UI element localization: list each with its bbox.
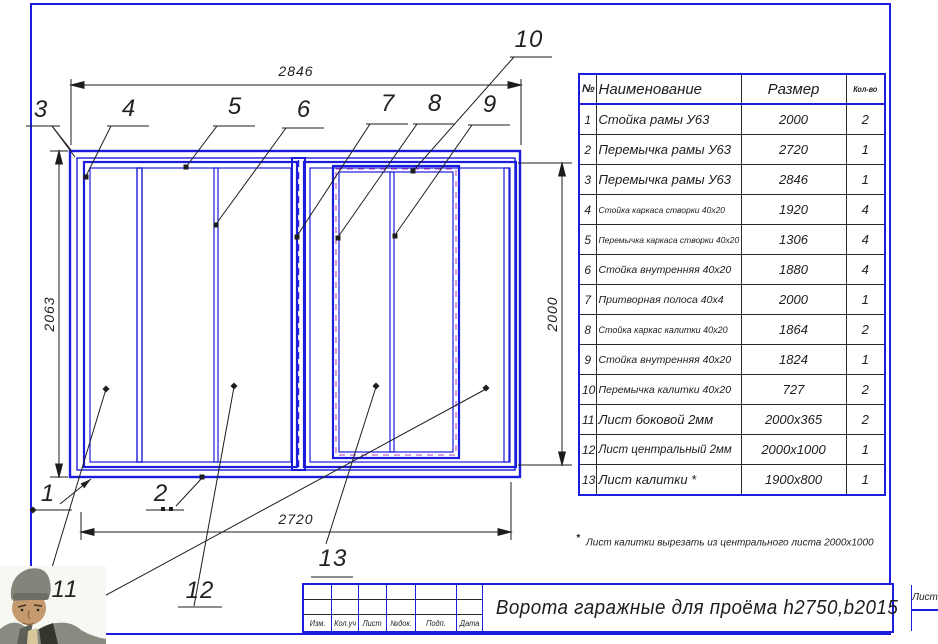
table-row [579, 104, 885, 135]
table-row [579, 315, 885, 345]
callout-label-7: 7 [380, 90, 396, 117]
callout-label-12: 12 [185, 577, 215, 604]
wicket-inner [339, 172, 453, 452]
part-name: Перемычка рамы У63 [596, 165, 741, 195]
table-header-row [579, 74, 885, 104]
part-no: 2 [579, 135, 596, 165]
revision-col-label: Кол.уч [334, 618, 357, 628]
part-size: 1824 [741, 345, 846, 375]
dim-height-right: 2000 [544, 296, 560, 332]
part-size: 1880 [741, 255, 846, 285]
callout-label-10: 10 [514, 26, 544, 53]
callout-label-2: 2 [153, 480, 169, 507]
revision-col-label: Изм. [309, 618, 326, 628]
part-no: 11 [579, 405, 596, 435]
part-qty: 4 [846, 255, 885, 285]
part-name: Лист калитки * [596, 465, 741, 496]
part-size: 1900х800 [741, 465, 846, 496]
part-size: 2000х1000 [741, 435, 846, 465]
callout-label-8: 8 [427, 90, 443, 117]
part-name: Перемычка калитки 40х20 [596, 375, 741, 405]
part-no: 7 [579, 285, 596, 315]
revision-grid [304, 585, 483, 631]
part-no: 5 [579, 225, 596, 255]
part-name: Стойка рамы У63 [596, 104, 741, 135]
part-size: 2000х365 [741, 405, 846, 435]
revision-col-label: Дата [459, 618, 480, 628]
parts-table [578, 73, 886, 496]
table-row [579, 195, 885, 225]
callout-label-9: 9 [482, 91, 498, 118]
part-no: 9 [579, 345, 596, 375]
table-row [579, 435, 885, 465]
left-leaf-stud-2 [214, 168, 218, 462]
dim-width-bottom: 2720 [278, 511, 314, 527]
part-qty: 4 [846, 195, 885, 225]
footnote-text: Лист калитки вырезать из центрального листа 2000х1000 [585, 537, 874, 549]
table-row [579, 255, 885, 285]
dim-width-top: 2846 [278, 63, 314, 79]
part-name: Перемычка рамы У63 [596, 135, 741, 165]
revision-col-label: Подп. [425, 618, 446, 628]
left-leaf-outer [84, 162, 297, 467]
table-row [579, 345, 885, 375]
callout-label-4: 4 [121, 95, 137, 122]
dimension-lines [50, 79, 572, 540]
sheet-cell [911, 585, 938, 631]
part-qty: 1 [846, 165, 885, 195]
header-no: № [579, 74, 596, 104]
table-row [579, 285, 885, 315]
table-row [579, 225, 885, 255]
callout-markers [29, 165, 489, 514]
left-leaf-stud-1 [137, 168, 142, 462]
part-size: 2000 [741, 104, 846, 135]
footnote [576, 533, 896, 548]
drawing-title-cell [483, 585, 911, 631]
part-qty: 1 [846, 465, 885, 496]
part-no: 13 [579, 465, 596, 496]
part-qty: 2 [846, 375, 885, 405]
table-row [579, 405, 885, 435]
part-no: 8 [579, 315, 596, 345]
dim-height-left: 2063 [41, 296, 57, 332]
part-qty: 2 [846, 104, 885, 135]
part-no: 1 [579, 104, 596, 135]
part-name: Стойка внутренняя 40х20 [596, 345, 741, 375]
part-no: 10 [579, 375, 596, 405]
part-qty: 2 [846, 405, 885, 435]
part-qty: 1 [846, 345, 885, 375]
part-name: Лист центральный 2мм [596, 435, 741, 465]
header-size: Размер [741, 74, 846, 104]
sheet-number-cell [912, 611, 938, 631]
callout-label-5: 5 [227, 93, 243, 120]
part-qty: 1 [846, 435, 885, 465]
callout-label-11: 11 [51, 576, 79, 603]
part-size: 1306 [741, 225, 846, 255]
right-leaf-stud [504, 168, 509, 462]
drawing-title: Ворота гаражные для проёма h2750,b2015 [495, 596, 899, 619]
part-qty: 4 [846, 225, 885, 255]
part-name: Стойка внутренняя 40х20 [596, 255, 741, 285]
part-size: 2846 [741, 165, 846, 195]
table-row [579, 375, 885, 405]
callout-label-1: 1 [40, 480, 56, 507]
left-leaf-inner [90, 168, 291, 462]
table-row [579, 135, 885, 165]
part-size: 1920 [741, 195, 846, 225]
callout-label-3: 3 [33, 96, 49, 123]
part-name: Стойка каркаса створки 40х20 [596, 195, 741, 225]
part-no: 4 [579, 195, 596, 225]
part-size: 2000 [741, 285, 846, 315]
part-qty: 1 [846, 135, 885, 165]
callout-label-13: 13 [318, 545, 348, 572]
part-no: 3 [579, 165, 596, 195]
part-qty: 2 [846, 315, 885, 345]
wicket-stud [390, 172, 394, 452]
part-name: Стойка каркас калитки 40х20 [596, 315, 741, 345]
revision-col-label: №док. [389, 618, 412, 628]
title-block [302, 583, 938, 633]
table-row [579, 165, 885, 195]
part-no: 12 [579, 435, 596, 465]
part-size: 727 [741, 375, 846, 405]
callout-label-6: 6 [296, 96, 312, 123]
part-name: Перемычка каркаса створки 40х20 [596, 225, 741, 255]
header-name: Наименование [596, 74, 741, 104]
part-name: Лист боковой 2мм [596, 405, 741, 435]
gate-drawing [70, 151, 520, 477]
part-size: 1864 [741, 315, 846, 345]
header-qty: Кол-во [848, 74, 883, 104]
revision-col-label: Лист [363, 618, 383, 628]
part-no: 6 [579, 255, 596, 285]
table-row [579, 465, 885, 496]
footnote-marker: * [576, 533, 580, 544]
part-name: Притворная полоса 40х4 [596, 285, 741, 315]
sheet-label: Лист [912, 585, 938, 611]
part-qty: 1 [846, 285, 885, 315]
right-leaf-inner [310, 168, 510, 462]
part-size: 2720 [741, 135, 846, 165]
wicket-sheet-outline [336, 169, 456, 455]
